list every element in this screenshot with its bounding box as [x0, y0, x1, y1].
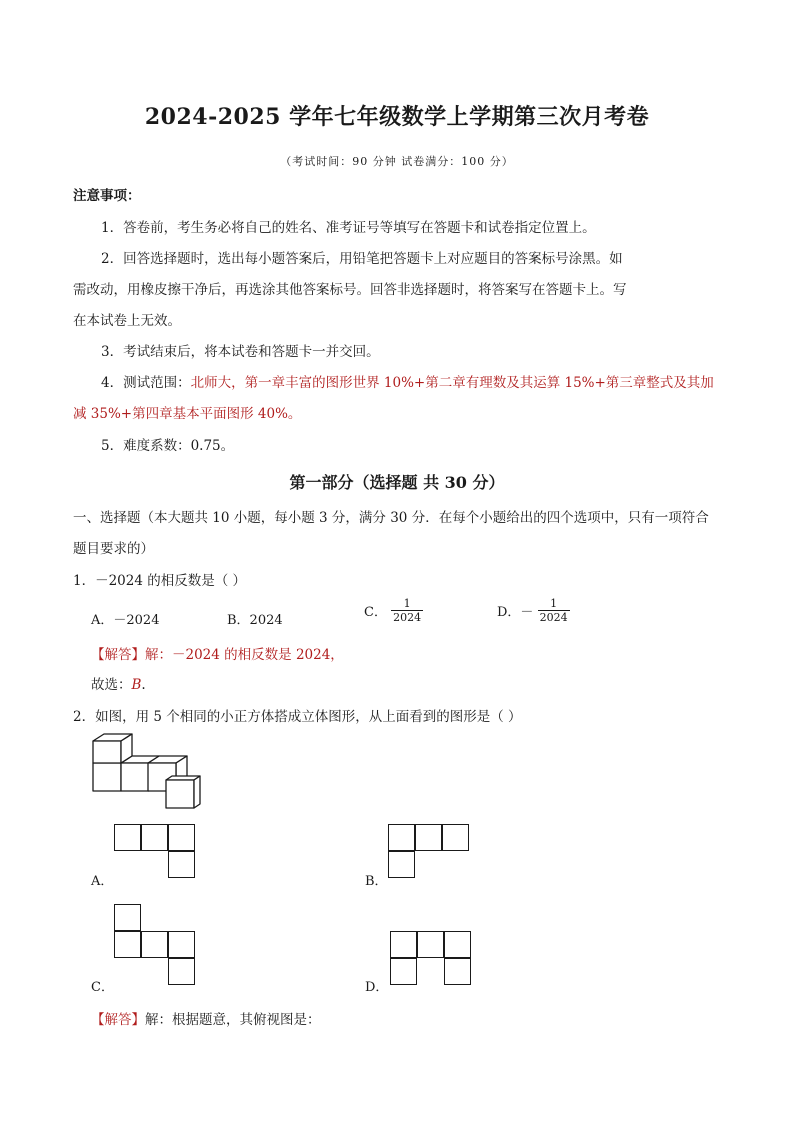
grid-cell [390, 931, 417, 958]
q1-answer [91, 645, 344, 665]
cube-side-face [194, 776, 200, 808]
grid-cell [442, 824, 469, 851]
exam-info: （考试时间：90 分钟 试卷满分：100 分） [280, 155, 514, 168]
grid-cell [168, 958, 195, 985]
cube-front-face [93, 763, 121, 791]
part-intro-line-2: 题目要求的） [73, 541, 154, 557]
grid-cell [388, 824, 415, 851]
page-title: 2024-2025 学年七年级数学上学期第三次月考卷 [144, 104, 650, 130]
answer-text: 解：－2024 的相反数是 2024， [145, 647, 344, 663]
note-3: 3．考试结束后，将本试卷和答题卡一并交回。 [101, 344, 380, 360]
note-4-line-1 [101, 373, 714, 393]
note-2-line-2: 需改动，用橡皮擦干净后，再选涂其他答案标号。回答非选择题时，将答案写在答题卡上。写 [73, 282, 627, 298]
part-intro-line-1: 一、选择题（本大题共 10 小题，每小题 3 分，满分 30 分．在每个小题给出的四个选项中，只有一项符合 [73, 510, 709, 526]
grid-cell [388, 851, 415, 878]
cube-front-face [166, 780, 194, 808]
grid-cell [417, 931, 444, 958]
test-scope: 北师大，第一章丰富的图形世界 10%+第二章有理数及其运算 15%+第三章整式及其加 [190, 375, 714, 391]
grid-cell [168, 851, 195, 878]
grid-cell [444, 931, 471, 958]
q2-option-b: B． [365, 874, 388, 889]
q1-option-c-label: C． [364, 605, 387, 620]
q2-option-d: D． [365, 980, 389, 995]
q1-option-c-fraction [391, 597, 423, 624]
q2-option-c: C． [91, 980, 114, 995]
q1-choice [91, 675, 146, 695]
cube-front-face [93, 741, 121, 763]
note-2-line-1: 2．回答选择题时，选出每小题答案后，用铅笔把答题卡上对应题目的答案标号涂黑。如 [101, 251, 623, 267]
note-4-prefix: 4．测试范围： [101, 375, 191, 391]
cube-front-face [121, 763, 149, 791]
choice-prefix: 故选： [91, 677, 132, 693]
note-4-line-2: 减 35%+第四章基本平面图形 40%。 [73, 406, 302, 422]
fraction-numerator: 1 [403, 597, 411, 610]
grid-cell [168, 824, 195, 851]
q1-option-c [364, 597, 423, 624]
cube-stack-figure [88, 730, 203, 812]
fraction-denominator: 2024 [539, 611, 568, 624]
fraction-denominator: 2024 [393, 611, 422, 624]
section-title: 第一部分（选择题 共 30 分） [289, 473, 505, 492]
grid-cell [415, 824, 442, 851]
q1-option-d-fraction [538, 597, 570, 624]
answer-tag: 【解答】 [91, 647, 145, 663]
q1-option-d-label: D．－ [497, 605, 534, 620]
answer-text: 解：根据题意，其俯视图是： [145, 1012, 321, 1028]
choice-value: B [131, 677, 142, 693]
grid-cell [114, 904, 141, 931]
notes-heading: 注意事项： [73, 188, 141, 204]
q2-answer [91, 1010, 321, 1030]
grid-cell [444, 958, 471, 985]
grid-cell [114, 824, 141, 851]
grid-cell [390, 958, 417, 985]
q1-option-a: A．－2024 [91, 613, 160, 628]
fraction-numerator: 1 [550, 597, 558, 610]
grid-cell [141, 931, 168, 958]
grid-cell [168, 931, 195, 958]
q2-stem: 2．如图，用 5 个相同的小正方体搭成立体图形，从上面看到的图形是（ ） [73, 709, 522, 725]
note-5: 5．难度系数：0.75。 [101, 438, 235, 454]
q1-option-d [497, 597, 570, 624]
answer-tag: 【解答】 [91, 1012, 145, 1028]
q2-option-a: A． [91, 874, 114, 889]
q1-option-b: B．2024 [227, 613, 283, 628]
q1-stem: 1．－2024 的相反数是（ ） [73, 573, 247, 589]
choice-suffix: . [141, 677, 146, 693]
grid-cell [114, 931, 141, 958]
note-1: 1．答卷前，考生务必将自己的姓名、准考证号等填写在答题卡和试卷指定位置上。 [101, 220, 596, 236]
note-2-line-3: 在本试卷上无效。 [73, 313, 181, 329]
grid-cell [141, 824, 168, 851]
